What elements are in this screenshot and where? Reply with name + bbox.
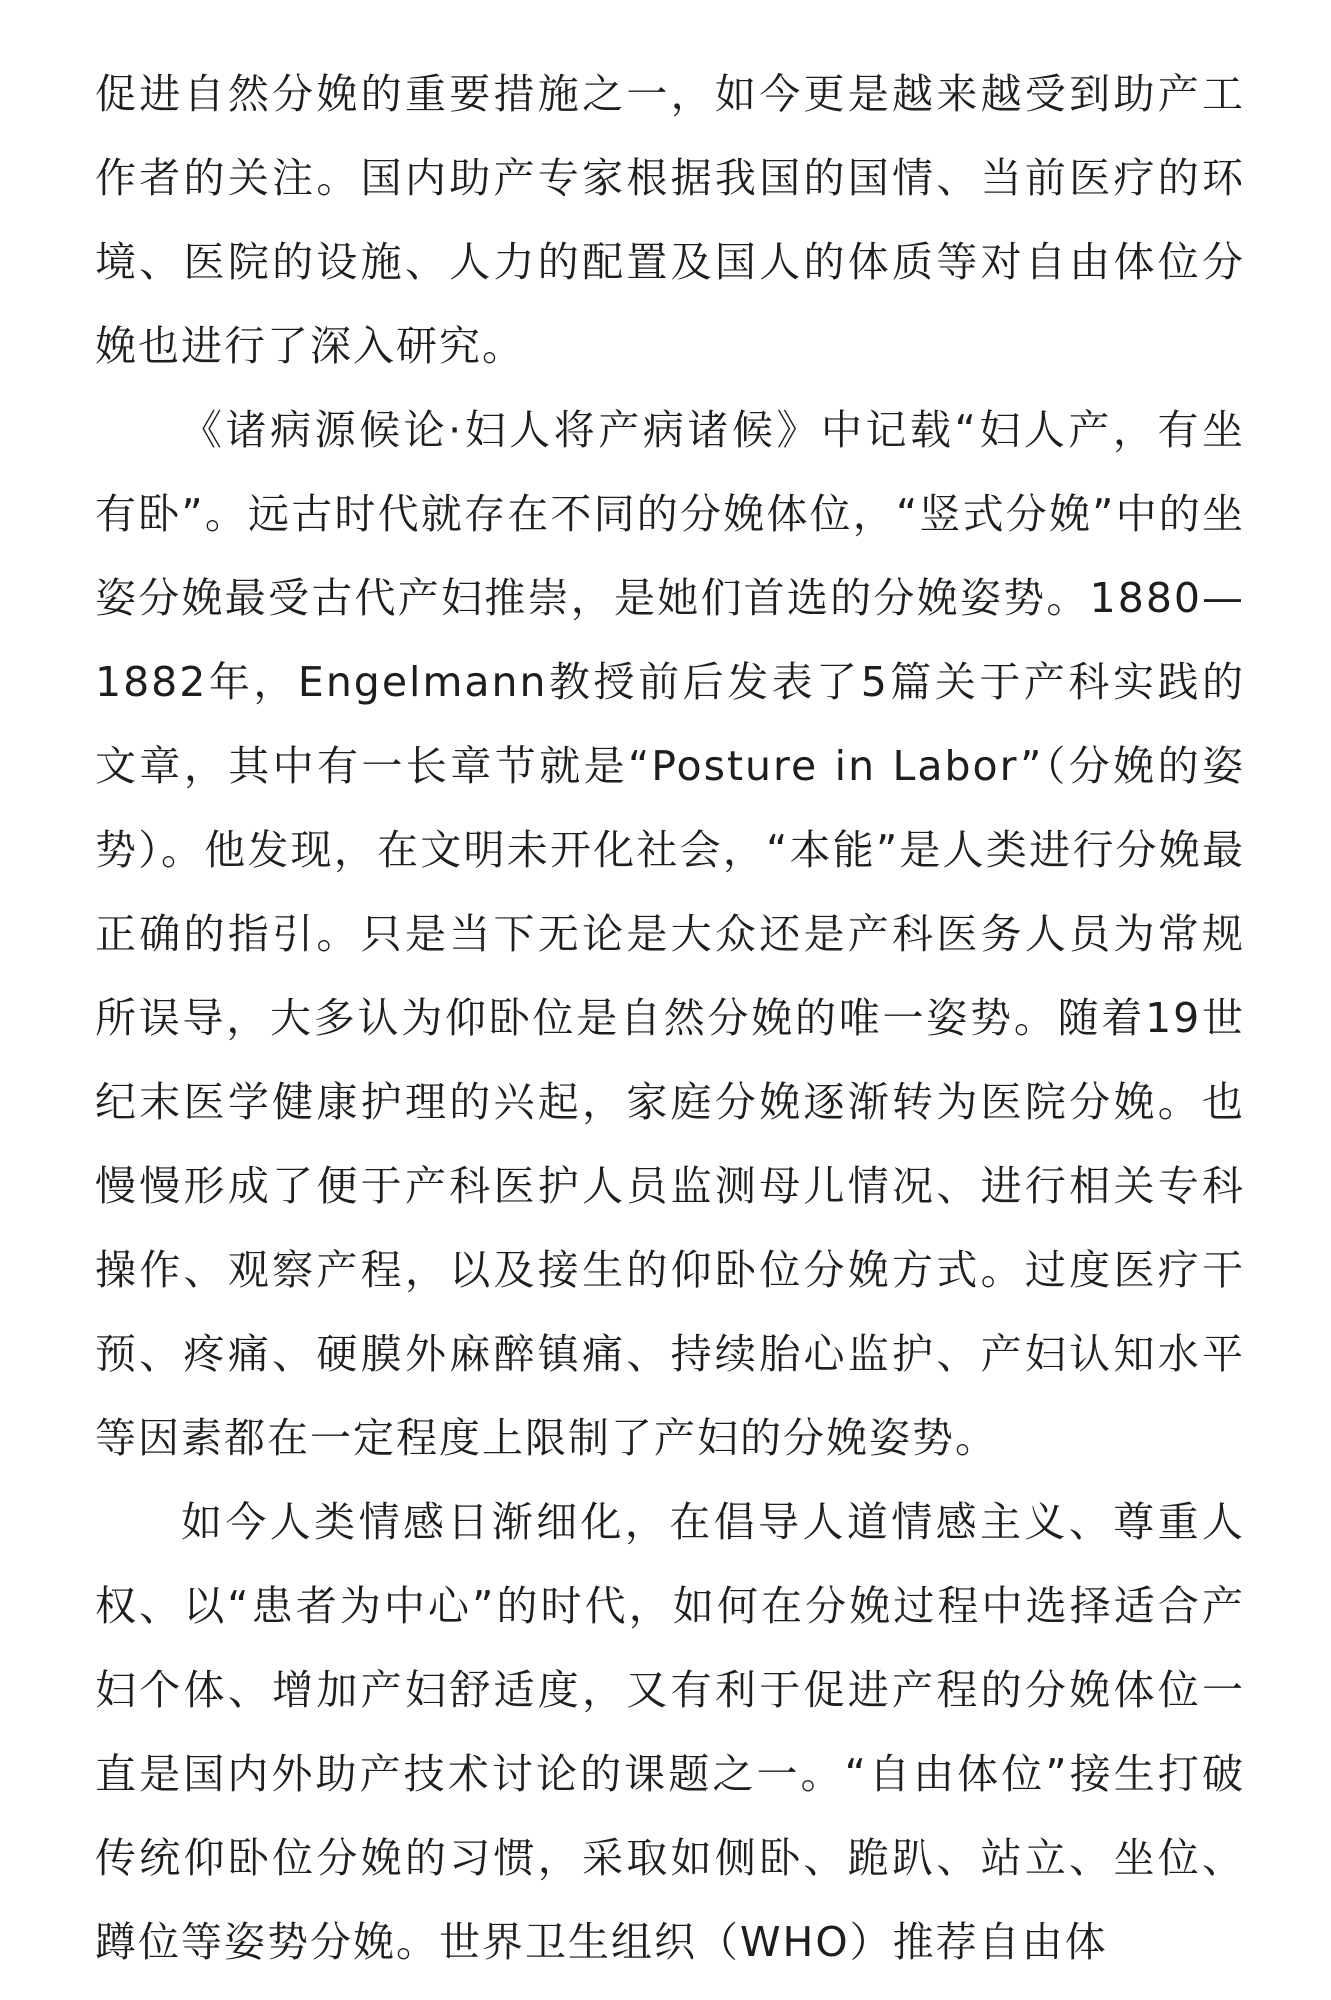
paragraph-2: 《诸病源候论·妇人将产病诸候》中记载“妇人产，有坐有卧”。远古时代就存在不同的分娩体位，“竖式分娩”中的坐姿分娩最受古代产妇推崇，是她们首选的分娩姿势。1880—1882年，Engelmann教授前后发表了5篇关于产科实践的文章，其中有一长章节就是“Posture in Labor”（分娩的姿势）。他发现，在文明未开化社会，“本能”是人类进行分娩最正确的指引。只是当下无论是大众还是产科医务人员为常规所误导，大多认为仰卧位是自然分娩的唯一姿势。随着19世纪末医学健康护理的兴起，家庭分娩逐渐转为医院分娩。也慢慢形成了便于产科医护人员监测母儿情况、进行相关专科操作、观察产程，以及接生的仰卧位分娩方式。过度医疗干预、疼痛、硬膜外麻醉镇痛、持续胎心监护、产妇认知水平等因素都在一定程度上限制了产妇的分娩姿势。 [95, 406, 1245, 1462]
paragraph-3: 如今人类情感日渐细化，在倡导人道情感主义、尊重人权、以“患者为中心”的时代，如何在分娩过程中选择适合产妇个体、增加产妇舒适度，又有利于促进产程的分娩体位一直是国内外助产技术讨论的课题之一。“自由体位”接生打破传统仰卧位分娩的习惯，采取如侧卧、跪趴、站立、坐位、蹲位等姿势分娩。世界卫生组织（WHO）推荐自由体 [95, 1498, 1245, 1966]
body-text [95, 52, 1245, 1984]
paragraph-1: 促进自然分娩的重要措施之一，如今更是越来越受到助产工作者的关注。国内助产专家根据我国的国情、当前医疗的环境、医院的设施、人力的配置及国人的体质等对自由体位分娩也进行了深入研究。 [95, 70, 1245, 370]
